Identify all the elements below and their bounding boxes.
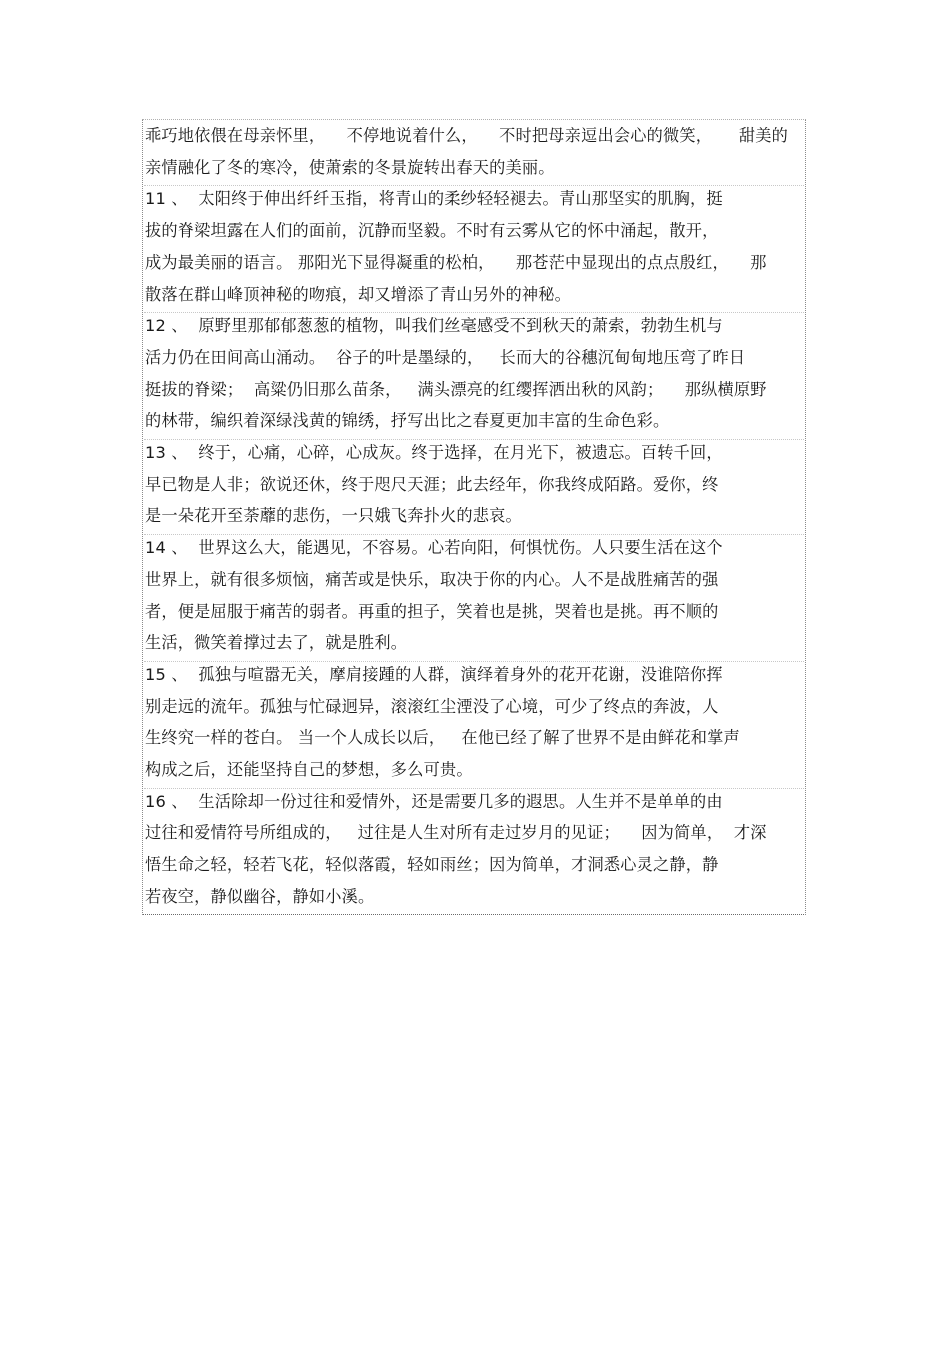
paragraph-line: 11 、 太阳终于伸出纤纤玉指，将青山的柔纱轻轻褪去。青山那坚实的肌胸，挺 [145,189,723,209]
paragraph-separator [144,312,804,313]
paragraph-line: 16 、 生活除却一份过往和爱情外，还是需要几多的遐思。人生并不是单单的由 [145,791,723,811]
paragraph-line: 世界上，就有很多烦恼，痛苦或是快乐，取决于你的内心。人不是战胜痛苦的强 [145,569,719,589]
paragraph-separator [144,534,804,535]
paragraph-line: 构成之后，还能坚持自己的梦想，多么可贵。 [145,760,473,779]
paragraph-separator [144,788,804,789]
paragraph-separator [144,185,804,186]
paragraph-line: 若夜空，静似幽谷，静如小溪。 [145,886,375,906]
paragraph-line: 生终究一样的苍白。 当一个人成长以后， 在他已经了解了世界不是由鲜花和掌声 [145,728,740,748]
paragraph-line: 12 、 原野里那郁郁葱葱的植物，叫我们丝毫感受不到秋天的萧索，勃勃生机与 [145,316,723,336]
paragraph-line: 挺拔的脊梁； 高粱仍旧那么苗条， 满头漂亮的红缨挥洒出秋的风韵； 那纵横原野 [145,379,767,399]
paragraph-line: 的林带，编织着深绿浅黄的锦绣，抒写出比之春夏更加丰富的生命色彩。 [145,411,670,431]
paragraph-line: 过往和爱情符号所组成的， 过往是人生对所有走过岁月的见证； 因为简单， 才深 [145,823,767,843]
paragraph-separator [144,439,804,440]
paragraph-line: 成为最美丽的语言。 那阳光下显得凝重的松柏， 那苍茫中显现出的点点殷红， 那 [145,252,767,272]
paragraph-line: 散落在群山峰顶神秘的吻痕，却又增添了青山另外的神秘。 [145,284,572,304]
paragraph-line: 者，便是屈服于痛苦的弱者。再重的担子，笑着也是挑，哭着也是挑。再不顺的 [145,601,719,621]
paragraph-separator [144,661,804,662]
paragraph-line: 悟生命之轻，轻若飞花，轻似落霞，轻如雨丝；因为简单，才洞悉心灵之静，静 [145,855,719,875]
paragraph-line: 别走远的流年。孤独与忙碌迥异，滚滚红尘湮没了心境，可少了终点的奔波，人 [145,696,719,716]
paragraph-line: 乖巧地依偎在母亲怀里， 不停地说着什么， 不时把母亲逗出会心的微笑， 甜美的 [145,126,789,145]
paragraph-line: 15 、 孤独与喧嚣无关，摩肩接踵的人群，演绎着身外的花开花谢，没谁陪你挥 [145,664,723,684]
paragraph-line: 拔的脊梁坦露在人们的面前，沉静而坚毅。不时有云雾从它的怀中涌起，散开， [145,221,719,241]
paragraph-line: 活力仍在田间高山涌动。 谷子的叶是墨绿的， 长而大的谷穗沉甸甸地压弯了昨日 [145,347,746,367]
text-block [142,119,806,915]
paragraph-line: 14 、 世界这么大，能遇见，不容易。心若向阳，何惧忧伤。人只要生活在这个 [145,538,723,558]
paragraph-line: 亲情融化了冬的寒冷，使萧索的冬景旋转出春天的美丽。 [145,157,555,177]
paragraph-line: 是一朵花开至荼蘼的悲伤，一只娥飞奔扑火的悲哀。 [145,506,522,526]
paragraph-line: 早已物是人非；欲说还休，终于咫尺天涯；此去经年，你我终成陌路。爱你，终 [145,474,719,494]
paragraph-line: 生活，微笑着撑过去了，就是胜利。 [145,633,408,653]
paragraph-line: 13 、 终于，心痛，心碎，心成灰。终于选择，在月光下，被遗忘。百转千回， [145,443,723,462]
